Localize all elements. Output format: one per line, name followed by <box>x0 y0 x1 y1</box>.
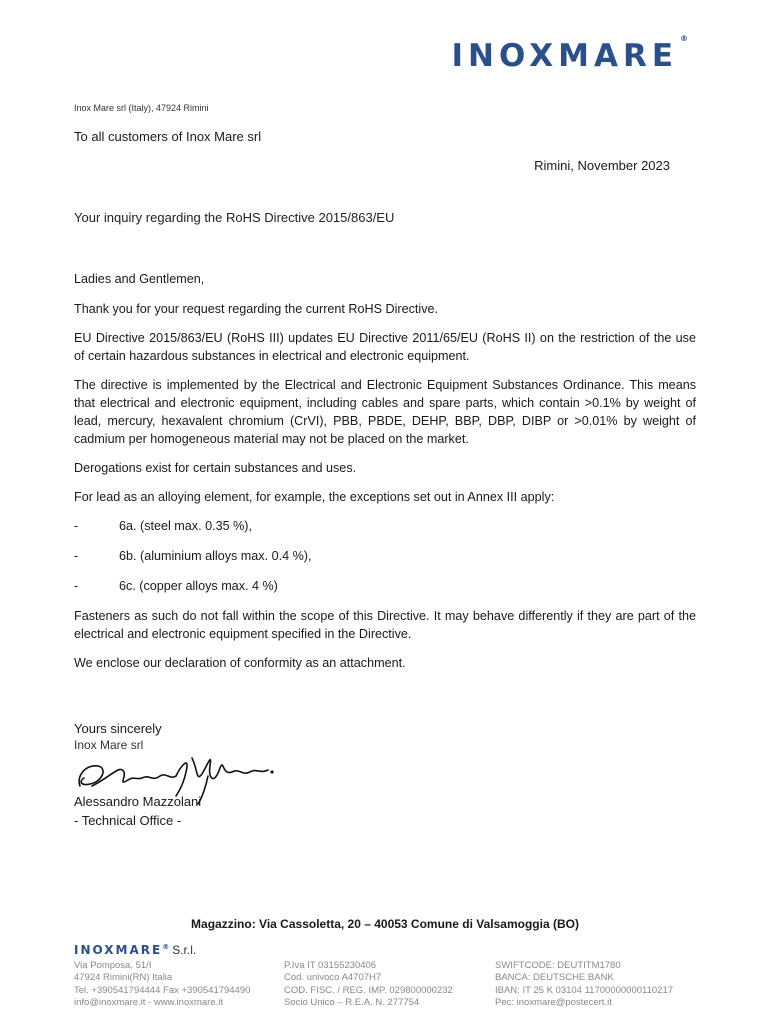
footer-line: IBAN: IT 25 K 03104 11700000000110217 <box>495 984 674 996</box>
list-item <box>74 517 696 535</box>
footer-tax-column <box>284 960 453 1009</box>
addressee: To all customers of Inox Mare srl <box>74 129 262 144</box>
footer-line: Pec: inoxmare@postecert.it <box>495 996 612 1008</box>
closing-company: Inox Mare srl <box>74 738 144 752</box>
paragraph: Derogations exist for certain substances and uses. <box>74 461 357 475</box>
subject-line: Your inquiry regarding the RoHS Directive 2015/863/EU <box>74 210 395 225</box>
footer-address-column <box>74 960 250 1009</box>
place-date: Rimini, November 2023 <box>534 158 670 173</box>
list-bullet: - <box>74 519 79 533</box>
footer-bank-column <box>495 960 673 1009</box>
paragraph: We enclose our declaration of conformity as an attachment. <box>74 656 406 670</box>
footer-line: SWIFTCODE: DEUTITM1780 <box>495 960 621 971</box>
signatory-role: - Technical Office - <box>74 813 182 828</box>
signatory-block <box>74 792 201 830</box>
letter-body <box>74 270 696 683</box>
footer-line: 47924 Rimini(RN) Italia <box>74 972 173 984</box>
closing-greeting: Yours sincerely <box>74 721 162 736</box>
list-item-text: 6b. (aluminium alloys max. 0.4 %), <box>119 549 312 563</box>
list-bullet: - <box>74 579 79 593</box>
footer-line: BANCA: DEUTSCHE BANK <box>495 972 614 984</box>
registered-mark: ® <box>680 33 688 43</box>
footer-logo-text: INOXMARE <box>74 943 163 957</box>
signatory-name: Alessandro Mazzolani <box>74 794 202 809</box>
footer-line: COD. FISC. / REG. IMP. 029800000232 <box>284 984 453 996</box>
footer-logo-suffix: S.r.l. <box>172 943 197 957</box>
warehouse-address: Magazzino: Via Cassoletta, 20 – 40053 Comune di Valsamoggia (BO) <box>191 917 579 931</box>
footer-line: Cod. univoco A4707H7 <box>284 972 382 984</box>
footer-registered-mark: ® <box>162 943 170 951</box>
footer-line: P.Iva IT 03155230406 <box>284 960 377 971</box>
footer-line: Socio Unico – R.E.A. N. 277754 <box>284 996 420 1008</box>
list-item <box>74 547 696 565</box>
footer-logo <box>74 943 196 957</box>
list-bullet: - <box>74 549 79 563</box>
footer-line: Tel. +390541794444 Fax +390541794490 <box>74 984 251 996</box>
inoxmare-logo <box>451 33 688 74</box>
list-item <box>74 577 696 595</box>
list-item-text: 6c. (copper alloys max. 4 %) <box>119 579 278 593</box>
paragraph: The directive is implemented by the Electrical and Electronic Equipment Substances Ordinance. This means that electrical and electronic equipment, including cables and spare parts, which contain >0.1% by weight of lead, mercury, hexavalent chromium (CrVI), PBB, PBDE, DEHP, BBP, DBP, DIBP or >0.01% by weight of cadmium per homogeneous material may not be placed on the market. <box>74 378 696 446</box>
footer-line: Via Pomposa, 51/I <box>74 960 152 971</box>
logo-text: INOXMARE <box>451 38 678 74</box>
footer-line: info@inoxmare.it - www.inoxmare.it <box>74 996 224 1008</box>
paragraph: For lead as an alloying element, for example, the exceptions set out in Annex III apply: <box>74 490 555 504</box>
paragraph: Thank you for your request regarding the current RoHS Directive. <box>74 302 438 316</box>
sender-line: Inox Mare srl (Italy), 47924 Rimini <box>74 103 209 113</box>
list-item-text: 6a. (steel max. 0.35 %), <box>119 519 252 533</box>
paragraph: EU Directive 2015/863/EU (RoHS III) updates EU Directive 2011/65/EU (RoHS II) on the restriction of the use of certain hazardous substances in electrical and electronic equipment. <box>74 331 696 363</box>
paragraph: Fasteners as such do not fall within the scope of this Directive. It may behave differently if they are part of the electrical and electronic equipment specified in the Directive. <box>74 609 696 641</box>
salutation: Ladies and Gentlemen, <box>74 272 205 286</box>
